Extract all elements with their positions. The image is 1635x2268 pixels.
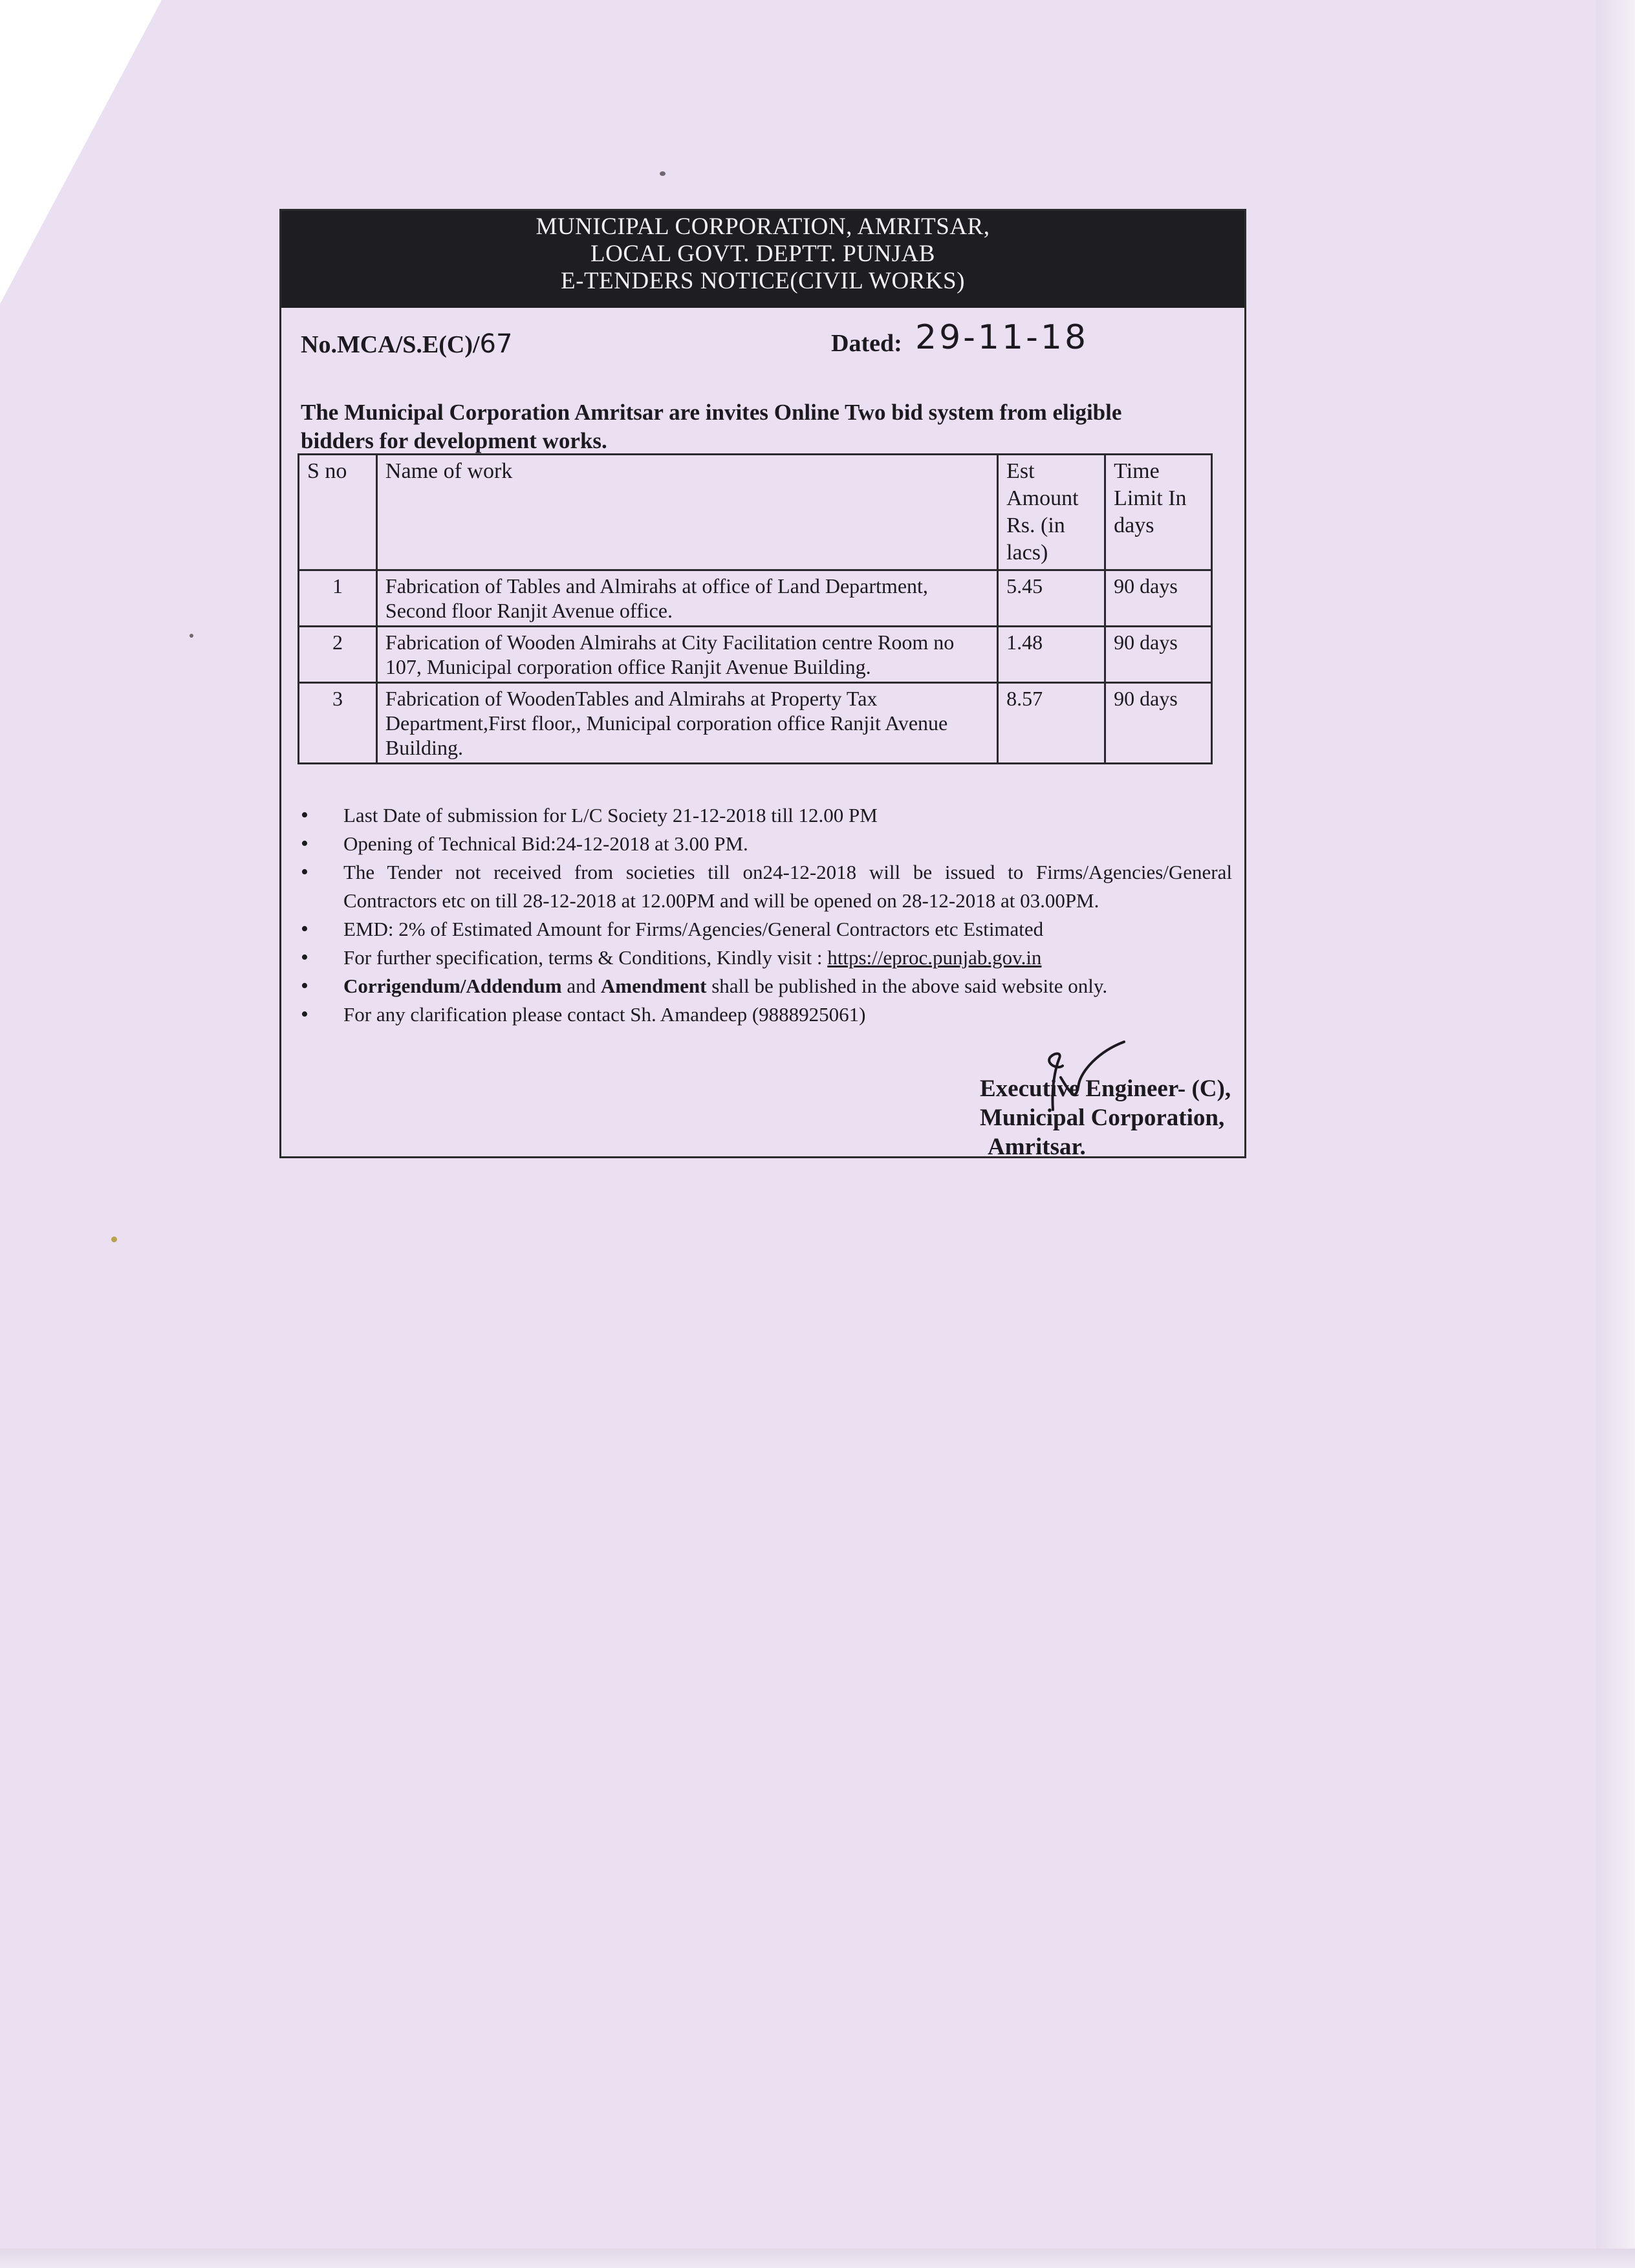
tender-notice [279, 209, 1246, 1158]
dust-speck [111, 1237, 117, 1242]
list-item [301, 972, 1232, 1000]
header-amount: Est Amount Rs. (in lacs) [998, 455, 1105, 570]
row-amount: 8.57 [998, 683, 1105, 764]
page-right-edge [1596, 0, 1635, 2268]
list-item: • EMD: 2% of Estimated Amount for Firms/Agencies/General Contractors etc Estimated [301, 915, 1232, 944]
dust-speck [189, 634, 193, 638]
table-header-row [299, 455, 1212, 570]
intro-paragraph [301, 398, 1232, 455]
row-sno: 1 [299, 570, 377, 627]
signature-line-3: Amritsar. [988, 1134, 1086, 1160]
page-bottom-edge [0, 2249, 1635, 2268]
note-and: and [561, 975, 601, 997]
list-item [301, 944, 1232, 972]
row-amount: 5.45 [998, 570, 1105, 627]
notes-list [301, 801, 1232, 1029]
signature-line-1: Executive Engineer- (C), [980, 1075, 1231, 1102]
row-time: 90 days [1105, 683, 1212, 764]
note-website-only: shall be published in the above said website only. [706, 975, 1108, 997]
list-item: • Last Date of submission for L/C Society 21-12-2018 till 12.00 PM [301, 801, 1232, 830]
header-line-2: LOCAL GOVT. DEPTT. PUNJAB [590, 241, 935, 267]
table-row [299, 683, 1212, 764]
table-row [299, 627, 1212, 683]
reference-handwritten: 67 [479, 329, 513, 359]
notice-header [281, 211, 1244, 308]
note-corrigendum: Corrigendum/Addendum [343, 975, 562, 997]
list-item: • Opening of Technical Bid:24-12-2018 at 3.00 PM. [301, 830, 1232, 858]
row-name: Fabrication of WoodenTables and Almirahs at Property Tax Department,First floor,, Municipal corporation office Ranjit Avenue Building. [376, 683, 997, 764]
row-name: Fabrication of Wooden Almirahs at City Facilitation centre Room no 107, Municipal corporation office Ranjit Avenue Building. [376, 627, 997, 683]
reference-number [301, 329, 512, 359]
signature-line-2: Municipal Corporation, [980, 1105, 1225, 1131]
list-item: • The Tender not received from societies till on24-12-2018 will be issued to Firms/Agencies/General Contractors etc on till 28-12-2018 at 12.00PM and will be opened on 28-12-2018 at 03.00PM. [301, 858, 1232, 915]
eproc-link[interactable]: https://eproc.punjab.gov.in [827, 946, 1042, 969]
list-item: • For any clarification please contact Sh. Amandeep (9888925061) [301, 1000, 1232, 1029]
signature-block [980, 1074, 1231, 1161]
note-amendment: Amendment [600, 975, 707, 997]
intro-line-2: bidders for development works. [301, 428, 607, 455]
dust-speck [660, 171, 666, 176]
row-sno: 2 [299, 627, 377, 683]
reference-printed: No.MCA/S.E(C)/ [301, 331, 480, 358]
header-line-3: E-TENDERS NOTICE(CIVIL WORKS) [561, 268, 965, 294]
dated-label: Dated: [831, 330, 902, 357]
works-table [298, 453, 1213, 764]
dated-handwritten: 29-11-18 [915, 318, 1089, 357]
header-time: Time Limit In days [1105, 455, 1212, 570]
table-row [299, 570, 1212, 627]
row-time: 90 days [1105, 570, 1212, 627]
row-name: Fabrication of Tables and Almirahs at office of Land Department, Second floor Ranjit Avenue office. [376, 570, 997, 627]
header-name: Name of work [376, 455, 997, 570]
folded-corner [0, 0, 162, 304]
header-line-1: MUNICIPAL CORPORATION, AMRITSAR, [536, 213, 990, 240]
note-visit-text: For further specification, terms & Conditions, Kindly visit : [343, 946, 828, 969]
row-sno: 3 [299, 683, 377, 764]
header-sno: S no [299, 455, 377, 570]
intro-line-1: The Municipal Corporation Amritsar are invites Online Two bid system from eligible [301, 400, 1122, 425]
row-time: 90 days [1105, 627, 1212, 683]
row-amount: 1.48 [998, 627, 1105, 683]
